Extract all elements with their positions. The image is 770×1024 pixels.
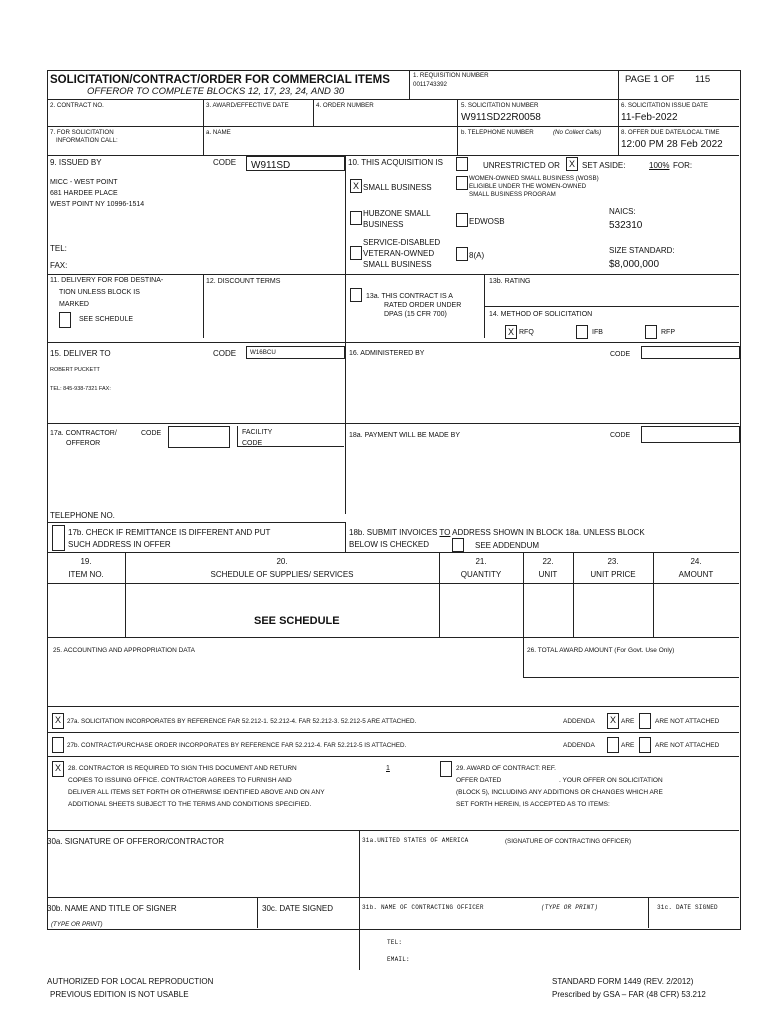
acquisition-label: 10. THIS ACQUISITION IS: [348, 158, 443, 167]
co-email-label: EMAIL:: [387, 956, 410, 963]
co-tel-label: TEL:: [387, 939, 403, 946]
info-name-label: a. NAME: [206, 129, 231, 136]
rfp-label: RFP: [661, 329, 675, 336]
administered-by-code-box: [641, 346, 740, 359]
remittance-checkbox[interactable]: [52, 525, 65, 551]
see-addendum-label: SEE ADDENDUM: [475, 541, 540, 550]
b27a-are: ARE: [621, 718, 635, 725]
signature-offeror-label: 30a. SIGNATURE OF OFFEROR/CONTRACTOR: [47, 837, 225, 846]
requisition-label: 1. REQUISITION NUMBER: [413, 72, 489, 79]
b27b-are-checkbox[interactable]: [607, 737, 619, 753]
signer-name-label: 30b. NAME AND TITLE OF SIGNER: [47, 904, 177, 913]
page-label: PAGE 1 OF: [625, 74, 675, 85]
naics-label: NAICS:: [609, 207, 636, 216]
facility-code-label: FACILITY: [242, 429, 273, 436]
rated-order-label: 13a. THIS CONTRACT IS A: [366, 293, 453, 300]
issuer-line-3: WEST POINT NY 10996-1514: [50, 201, 145, 208]
issuer-line-1: MICC - WEST POINT: [50, 179, 118, 186]
contractor-code-label: CODE: [141, 430, 162, 437]
facility-code-box: [237, 426, 344, 447]
rfq-checkbox[interactable]: X: [505, 325, 517, 339]
issue-date-value: 11-Feb-2022: [621, 112, 678, 123]
sf1449-form: SOLICITATION/CONTRACT/ORDER FOR COMMERCIAL ITEMS OFFEROR TO COMPLETE BLOCKS 12, 17, 23, 24, AND 30 1. REQUISITION NUMBER 0011743392 PAGE 1 OF 115 2. CONTRACT NO. 3. AWARD/EFFECTIVE DATE 4. ORDER NUMBER 5. SOLICITATION NUMBER W911SD22R0058 6. SOLICITATION ISSUE DATE 11-Feb-2022 7. FOR SOLICITATION INFORMATION CALL: a. NAME b. TELEPHONE NUMBER (No Collect Calls) 8. OFFER DUE DATE/LOCAL TIME 12:00 PM 28 Feb 2022 9. ISSUED BY CODE W911SD MICC - WEST POINT 681 HARDEE PLACE WEST POINT NY 10996-1514 TEL: FAX: 10. THIS ACQUISITION IS UNRESTRICTED OR X SET ASIDE: 100% FOR: X SMALL BUSINESS WOMEN-OWNED SMALL BUSINESS (WOSB) ELIGIBLE UNDER THE WOMEN-OWNED SMALL BUSINESS PROGRAM HUBZONE SMALL BUSINESS EDWOSB NAICS: 532310 SERVICE-DISABLED VETERAN-OWNED SMALL BUSINESS 8(A) SIZE STANDARD: $8,000,000 11. DELIVERY FOR FOB DESTINA- TION UNLESS BLOCK IS MARKED SEE SCHEDULE 12. DISCOUNT TERMS 13a. THIS CONTRACT IS A RATED ORDER UNDER DPAS (15 CFR 700) 13b. RATING 14. METHOD OF SOLICITATION X RFQ IFB RFP 15. DELIVER TO CODE W16BCU ROBERT PUCKETT TEL: 845-938-7321 FAX: 16. ADMINISTERED BY CODE 17a. CONTRACTOR/ OFFEROR CODE FACILITY CODE 18a. PAYMENT WILL BE MADE BY CODE TELEPHONE NO. 17b. CHECK IF REMITTANCE IS DIFFERENT AND PUT SUCH ADDRESS IN OFFER 18b. SUBMIT INVOICES TO ADDRESS SHOWN IN BLOCK 18a. UNLESS BLOCK BELOW IS CHECKED SEE ADDENDUM 19. ITEM NO. 20. SCHEDULE OF SUPPLIES/ SERVICES 21. QUANTITY 22. UNIT 23. UNIT PRICE 24. AMOUNT SEE SCHEDULE 25. ACCOUNTING AND APPROPRIATION DATA 26. TOTAL AWARD AMOUNT (For Govt. Use Only) X 27a. SOLICITATION INCORPORATES BY REFERENCE FAR 52.212-1. 52.212-4. FAR 52.212-3. 52.212-5 ARE ATTACHED. ADDENDA X ARE ARE NOT ATTACHED 27b. CONTRACT/PURCHASE ORDER INCORPORATES BY REFERENCE FAR 52.212-4. FAR 52.212-5 IS ATTACHED. ADDENDA ARE ARE NOT ATTACHED X 28. CONTRACTOR IS REQUIRED TO SIGN THIS DOCUMENT AND RETURN 1 COPIES TO ISSUING OFFICE. CONTRACTOR AGREES TO FURNISH AND DELIVER ALL ITEMS SET FORTH OR OTHERWISE IDENTIFIED ABOVE AND ON ANY ADDITIONAL SHEETS SUBJECT TO THE TERMS AND CONDITIONS SPECIFIED. 29. AWARD OF CONTRACT: REF. OFFER DATED . YOUR OFFER ON SOLICITATION (BLOCK 5), INCLUDING ANY ADDITIONS OR CHANGES WHICH ARE SET FORTH HEREIN, IS ACCEPTED AS TO ITEMS: 30a. SIGNATURE OF OFFEROR/CONTRACTOR 31a.UNITED STATES OF AMERICA (SIGNATURE OF CONTRACTING OFFICER) 30b. NAME AND TITLE OF SIGNER (TYPE OR PRINT) 30c. DATE SIGNED 31b. NAME OF CONTRACTING OFFICER (TYPE OR PRINT) 31c. DATE SIGNED TEL: EMAIL: AUTHORIZED FOR LOCAL REPRODUCTION PREVIOUS EDITION IS NOT USABLE STANDARD FORM 1449 (REV. 2/2012) Prescribed by GSA – FAR (48 CFR) 53.212: [47, 70, 741, 1000]
b28-checkbox[interactable]: X: [52, 761, 64, 777]
rated-order-checkbox[interactable]: [350, 288, 362, 302]
solicitation-number-value: W911SD22R0058: [461, 112, 541, 123]
payment-code-box: [641, 426, 740, 443]
set-aside-checkbox[interactable]: X: [566, 157, 578, 171]
eight-a-label: 8(A): [469, 251, 485, 260]
b28-line-1: 28. CONTRACTOR IS REQUIRED TO SIGN THIS DOCUMENT AND RETURN: [68, 765, 297, 772]
edwosb-checkbox[interactable]: [456, 213, 468, 227]
contracting-officer-sub: (TYPE OR PRINT): [541, 904, 599, 911]
accounting-label: 25. ACCOUNTING AND APPROPRIATION DATA: [53, 647, 195, 654]
ifb-checkbox[interactable]: [576, 325, 588, 339]
telephone-label: b. TELEPHONE NUMBER: [461, 129, 534, 136]
unrestricted-checkbox[interactable]: [456, 157, 468, 171]
edwosb-label: EDWOSB: [469, 217, 505, 226]
award-date-label: 3. AWARD/EFFECTIVE DATE: [206, 102, 289, 109]
footer-right-2: Prescribed by GSA – FAR (48 CFR) 53.212: [552, 990, 706, 999]
administered-by-label: 16. ADMINISTERED BY: [349, 350, 425, 357]
unrestricted-label: UNRESTRICTED OR: [483, 161, 560, 170]
signer-name-sub: (TYPE OR PRINT): [51, 921, 103, 928]
naics-value: 532310: [609, 220, 643, 231]
no-collect-note: (No Collect Calls): [553, 129, 602, 136]
issued-by-code: W911SD: [251, 160, 291, 171]
method-label: 14. METHOD OF SOLICITATION: [489, 311, 593, 318]
deliver-to-name: ROBERT PUCKETT: [50, 367, 100, 373]
col-quantity-label: QUANTITY: [460, 570, 502, 579]
contractor-code-box: [168, 426, 230, 448]
issued-by-label: 9. ISSUED BY: [50, 158, 102, 167]
discount-terms-label: 12. DISCOUNT TERMS: [206, 278, 281, 285]
b27a-are-not-checkbox[interactable]: [639, 713, 651, 729]
wosb-checkbox[interactable]: [456, 176, 468, 190]
co-date-signed-label: 31c. DATE SIGNED: [657, 904, 718, 911]
b27b-text: 27b. CONTRACT/PURCHASE ORDER INCORPORATES BY REFERENCE FAR 52.212-4. FAR 52.212-5 IS ATTACHED.: [67, 742, 407, 749]
sdvosb-label: SERVICE-DISABLED: [363, 238, 441, 247]
col-unit-num: 22.: [542, 557, 554, 566]
col-item-label: ITEM NO.: [68, 570, 104, 579]
issuer-fax: FAX:: [50, 261, 68, 270]
b27a-are-checkbox[interactable]: X: [607, 713, 619, 729]
col-schedule-num: 20.: [276, 557, 288, 566]
fob-see-schedule: SEE SCHEDULE: [79, 316, 134, 323]
col-schedule-label: SCHEDULE OF SUPPLIES/ SERVICES: [210, 570, 354, 579]
form-title: SOLICITATION/CONTRACT/ORDER FOR COMMERCIAL ITEMS: [50, 74, 390, 86]
issue-date-label: 6. SOLICITATION ISSUE DATE: [621, 102, 708, 109]
page-total: 115: [695, 74, 711, 85]
col-unit-price-label: UNIT PRICE: [590, 570, 636, 579]
fob-label: 11. DELIVERY FOR FOB DESTINA-: [50, 277, 164, 284]
issuer-tel: TEL:: [50, 244, 67, 253]
offer-due-value: 12:00 PM 28 Feb 2022: [621, 139, 723, 150]
col-amount-num: 24.: [690, 557, 702, 566]
footer-left-2: PREVIOUS EDITION IS NOT USABLE: [50, 990, 189, 999]
set-aside-for: FOR:: [673, 161, 693, 170]
payment-code-label: CODE: [610, 432, 631, 439]
col-unit-label: UNIT: [538, 570, 558, 579]
telephone-no-label: TELEPHONE NO.: [50, 511, 115, 520]
b27b-checkbox[interactable]: [52, 737, 64, 753]
size-standard-label: SIZE STANDARD:: [609, 246, 675, 255]
signature-co-label: (SIGNATURE OF CONTRACTING OFFICER): [505, 838, 632, 845]
info-call-label: 7. FOR SOLICITATION: [50, 129, 114, 136]
eight-a-checkbox[interactable]: [456, 247, 468, 261]
submit-invoices-label: 18b. SUBMIT INVOICES TO ADDRESS SHOWN IN BLOCK 18a. UNLESS BLOCK: [349, 528, 645, 537]
b27b-are-not-checkbox[interactable]: [639, 737, 651, 753]
b27a-text: 27a. SOLICITATION INCORPORATES BY REFERENCE FAR 52.212-1. 52.212-4. FAR 52.212-3. 52.212-5 ARE ATTACHED.: [67, 718, 417, 725]
deliver-to-code-label: CODE: [213, 349, 237, 358]
small-business-label: SMALL BUSINESS: [363, 183, 432, 192]
col-unit-price-num: 23.: [607, 557, 619, 566]
wosb-line-1: WOMEN-OWNED SMALL BUSINESS (WOSB): [469, 175, 599, 182]
contract-no-label: 2. CONTRACT NO.: [50, 102, 104, 109]
contractor-label: 17a. CONTRACTOR/: [50, 430, 117, 437]
signature-usa-label: 31a.UNITED STATES OF AMERICA: [362, 837, 469, 844]
see-addendum-checkbox[interactable]: [452, 538, 464, 552]
contracting-officer-label: 31b. NAME OF CONTRACTING OFFICER: [362, 904, 484, 911]
small-business-checkbox[interactable]: X: [350, 179, 362, 193]
date-signed-label: 30c. DATE SIGNED: [262, 904, 333, 913]
col-amount-label: AMOUNT: [678, 570, 714, 579]
see-schedule-text: SEE SCHEDULE: [254, 615, 340, 627]
administered-by-code-label: CODE: [610, 351, 631, 358]
col-quantity-num: 21.: [475, 557, 487, 566]
issued-by-code-label: CODE: [213, 158, 237, 167]
order-number-label: 4. ORDER NUMBER: [316, 102, 374, 109]
total-award-label: 26. TOTAL AWARD AMOUNT (For Govt. Use Only): [527, 647, 675, 654]
size-standard-value: $8,000,000: [609, 259, 660, 270]
col-item-num: 19.: [80, 557, 92, 566]
b29-line-1: 29. AWARD OF CONTRACT: REF.: [456, 765, 556, 772]
b27b-addenda: ADDENDA: [563, 742, 595, 749]
b28-copies: 1: [386, 765, 390, 772]
rfp-checkbox[interactable]: [645, 325, 657, 339]
fob-checkbox[interactable]: [59, 312, 71, 328]
deliver-to-code: W16BCU: [250, 349, 276, 356]
rating-label: 13b. RATING: [489, 278, 531, 285]
payment-by-label: 18a. PAYMENT WILL BE MADE BY: [349, 432, 460, 439]
b27a-are-not: ARE NOT ATTACHED: [655, 718, 720, 725]
issuer-line-2: 681 HARDEE PLACE: [50, 190, 118, 197]
set-aside-percent: 100%: [649, 161, 670, 170]
offer-due-label: 8. OFFER DUE DATE/LOCAL TIME: [621, 129, 720, 136]
hubzone-checkbox[interactable]: [350, 211, 362, 225]
footer-right-1: STANDARD FORM 1449 (REV. 2/2012): [552, 977, 694, 986]
rfq-label: RFQ: [519, 329, 534, 336]
deliver-to-label: 15. DELIVER TO: [50, 349, 111, 358]
set-aside-label: SET ASIDE:: [582, 161, 626, 170]
b27b-are-not: ARE NOT ATTACHED: [655, 742, 720, 749]
b27b-are: ARE: [621, 742, 635, 749]
b27a-addenda: ADDENDA: [563, 718, 595, 725]
remittance-label: 17b. CHECK IF REMITTANCE IS DIFFERENT AND PUT: [68, 528, 271, 537]
ifb-label: IFB: [592, 329, 603, 336]
footer-left-1: AUTHORIZED FOR LOCAL REPRODUCTION: [47, 977, 214, 986]
sdvosb-checkbox[interactable]: [350, 246, 362, 260]
deliver-to-tel: TEL: 845-938-7321 FAX:: [50, 386, 111, 392]
hubzone-label: HUBZONE SMALL: [363, 209, 431, 218]
b29-checkbox[interactable]: [440, 761, 452, 777]
form-subtitle: OFFEROR TO COMPLETE BLOCKS 12, 17, 23, 24, AND 30: [87, 86, 345, 97]
solicitation-number-label: 5. SOLICITATION NUMBER: [461, 102, 539, 109]
b27a-checkbox[interactable]: X: [52, 713, 64, 729]
requisition-value: 0011743392: [413, 81, 447, 88]
